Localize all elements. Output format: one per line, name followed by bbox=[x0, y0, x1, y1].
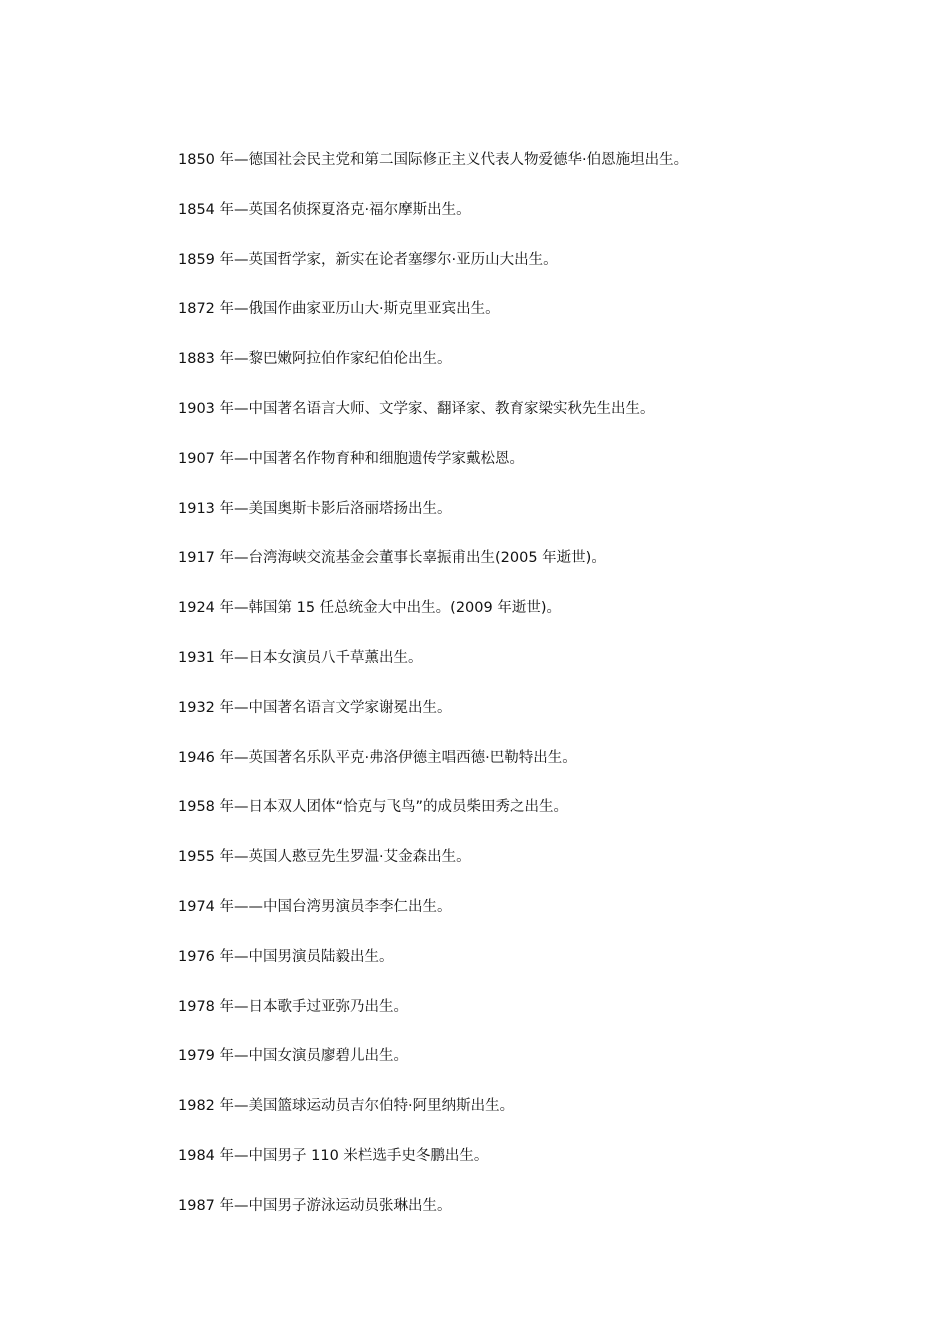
list-item: 1913 年—美国奥斯卡影后洛丽塔扬出生。 bbox=[178, 500, 452, 517]
birth-entries-list bbox=[178, 150, 878, 1246]
list-item: 1982 年—美国篮球运动员吉尔伯特·阿里纳斯出生。 bbox=[178, 1098, 515, 1115]
list-item: 1979 年—中国女演员廖碧儿出生。 bbox=[178, 1048, 409, 1065]
list-item: 1931 年—日本女演员八千草薰出生。 bbox=[178, 649, 423, 666]
list-item: 1955 年—英国人憨豆先生罗温·艾金森出生。 bbox=[178, 849, 471, 866]
list-item: 1883 年—黎巴嫩阿拉伯作家纪伯伦出生。 bbox=[178, 351, 452, 368]
list-item: 1932 年—中国著名语言文学家谢冕出生。 bbox=[178, 699, 452, 716]
list-item: 1984 年—中国男子 110 米栏选手史冬鹏出生。 bbox=[178, 1147, 489, 1164]
list-item: 1946 年—英国著名乐队平克·弗洛伊德主唱西德·巴勒特出生。 bbox=[178, 749, 577, 766]
list-item: 1974 年——中国台湾男演员李李仁出生。 bbox=[178, 898, 452, 915]
list-item: 1907 年—中国著名作物育种和细胞遗传学家戴松恩。 bbox=[178, 450, 525, 467]
list-item: 1872 年—俄国作曲家亚历山大·斯克里亚宾出生。 bbox=[178, 301, 500, 318]
list-item: 1976 年—中国男演员陆毅出生。 bbox=[178, 948, 394, 965]
list-item: 1854 年—英国名侦探夏洛克·福尔摩斯出生。 bbox=[178, 201, 471, 218]
list-item: 1978 年—日本歌手过亚弥乃出生。 bbox=[178, 998, 409, 1015]
list-item: 1924 年—韩国第 15 任总统金大中出生。(2009 年逝世)。 bbox=[178, 600, 562, 617]
list-item: 1917 年—台湾海峡交流基金会董事长辜振甫出生(2005 年逝世)。 bbox=[178, 550, 606, 567]
list-item: 1903 年—中国著名语言大师、文学家、翻译家、教育家梁实秋先生出生。 bbox=[178, 400, 655, 417]
list-item: 1850 年—德国社会民主党和第二国际修正主义代表人物爱德华·伯恩施坦出生。 bbox=[178, 152, 689, 168]
list-item: 1987 年—中国男子游泳运动员张琳出生。 bbox=[178, 1197, 452, 1214]
list-item: 1958 年—日本双人团体“恰克与飞鸟”的成员柴田秀之出生。 bbox=[178, 799, 569, 816]
list-item: 1859 年—英国哲学家，新实在论者塞缪尔·亚历山大出生。 bbox=[178, 251, 558, 268]
